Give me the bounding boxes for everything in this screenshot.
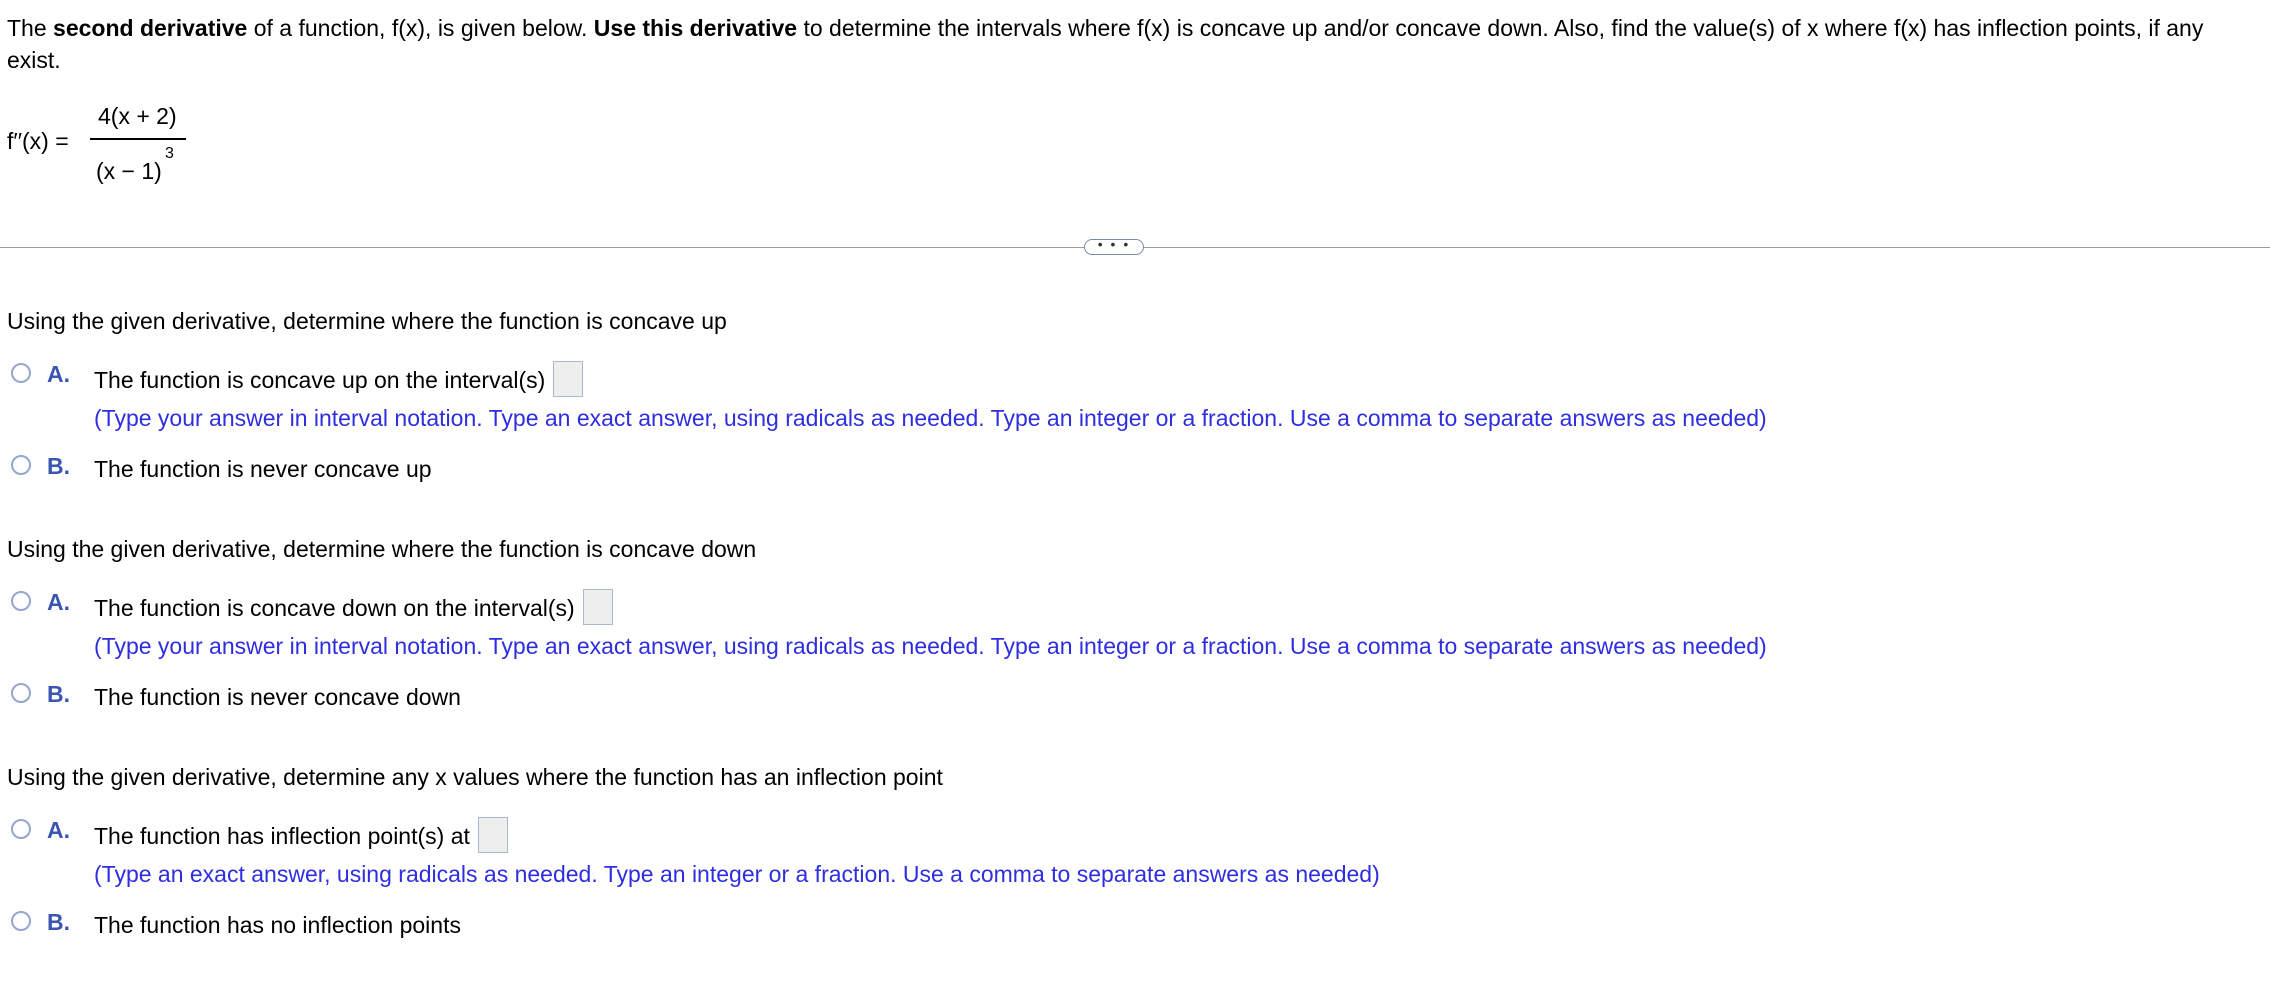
concave-up-answer-input[interactable] [553,361,583,397]
option-letter: B. [47,453,70,479]
radio-button[interactable] [11,591,31,611]
intro-bold-use-derivative: Use this derivative [593,15,798,41]
answer-hint: (Type your answer in interval notation. Type an exact answer, using radicals as needed. Type an integer or a fraction. Use a comma to separate answers as needed) [94,405,1767,431]
intro-text: The [7,15,54,41]
formula-numerator: 4(x + 2) [98,103,177,129]
option-text [94,592,613,628]
concave-down-answer-input[interactable] [583,589,613,625]
radio-button[interactable] [11,683,31,703]
formula-denominator: (x − 1) [96,158,162,184]
option-letter: A. [47,589,70,615]
expand-more-button[interactable]: • • • [1084,239,1144,255]
concave-down-question: Using the given derivative, determine where the function is concave down [7,536,757,562]
inflection-answer-input[interactable] [478,817,508,853]
option-letter: A. [47,817,70,843]
option-text: The function is never concave up [94,456,432,482]
option-label: The function is concave down on the interval(s) [94,595,575,622]
option-text: The function is never concave down [94,684,461,710]
option-text: The function has no inflection points [94,912,461,938]
option-letter: B. [47,681,70,707]
intro-text: of a function, f(x), is given below. [247,15,594,41]
option-label: The function has inflection point(s) at [94,823,470,850]
intro-bold-second-derivative: second derivative [53,15,248,41]
concave-up-question: Using the given derivative, determine where the function is concave up [7,308,727,334]
radio-button[interactable] [11,455,31,475]
option-letter: A. [47,361,70,387]
formula-exponent: 3 [165,145,174,162]
radio-button[interactable] [11,911,31,931]
radio-button[interactable] [11,819,31,839]
intro-text: to determine the intervals where f(x) is concave up and/or concave down. Also, find the value(s) of x where f(x) has inflection points, if any exist. [7,15,2204,73]
formula-lhs: f′′(x) = [7,128,69,154]
option-label: The function is concave up on the interval(s) [94,367,546,394]
option-text [94,820,508,856]
option-text [94,364,583,400]
option-letter: B. [47,909,70,935]
answer-hint: (Type an exact answer, using radicals as needed. Type an integer or a fraction. Use a comma to separate answers as needed) [94,861,1380,887]
radio-button[interactable] [11,363,31,383]
problem-statement [7,12,2262,76]
inflection-question: Using the given derivative, determine any x values where the function has an inflection point [7,764,943,790]
answer-hint: (Type your answer in interval notation. Type an exact answer, using radicals as needed. Type an integer or a fraction. Use a comma to separate answers as needed) [94,633,1767,659]
fraction-bar [90,138,186,140]
